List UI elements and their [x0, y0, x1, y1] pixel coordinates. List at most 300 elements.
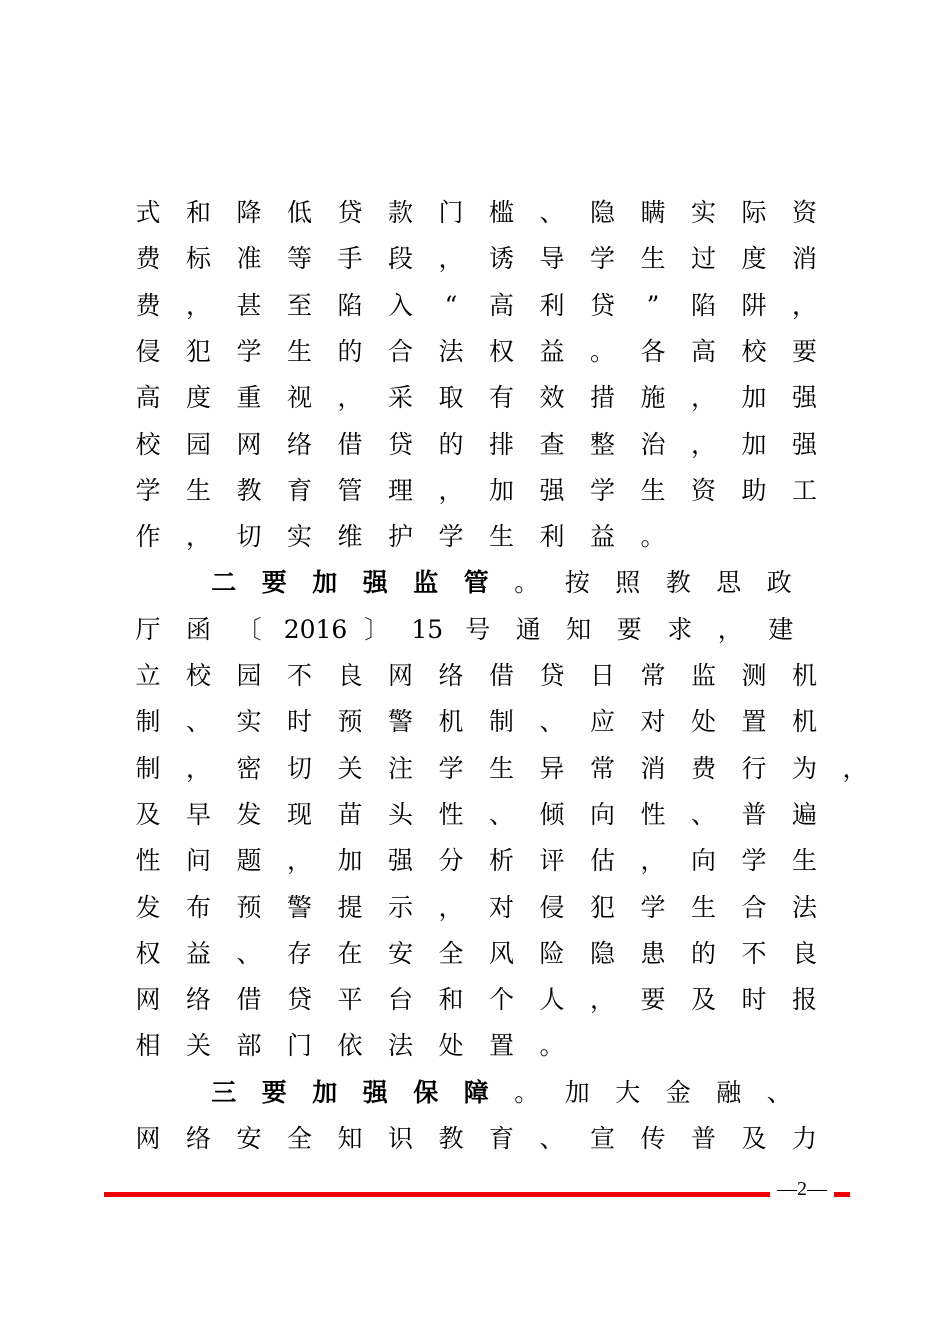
- glyph: 求: [667, 614, 693, 644]
- glyph: 网: [387, 661, 413, 690]
- glyph: 消: [791, 244, 817, 274]
- glyph: ，: [438, 244, 464, 274]
- glyph: 发: [135, 892, 161, 922]
- glyph: 强: [791, 429, 817, 459]
- glyph: 报: [791, 985, 817, 1015]
- glyph: 机: [438, 707, 464, 737]
- glyph: 合: [741, 892, 767, 922]
- glyph: 制: [135, 707, 161, 737]
- glyph: ，: [337, 383, 363, 413]
- glyph: 贷: [337, 198, 363, 227]
- glyph: 、: [766, 1077, 792, 1107]
- glyph: 借: [337, 429, 363, 459]
- glyph: 15: [411, 614, 444, 644]
- glyph: 教: [236, 475, 262, 505]
- glyph: 消: [640, 753, 666, 783]
- glyph: 度: [185, 383, 211, 413]
- glyph: 依: [337, 1031, 363, 1061]
- glyph: 照: [615, 568, 641, 598]
- glyph: ，: [842, 753, 868, 783]
- text-line: [128, 471, 818, 511]
- glyph: 权: [488, 336, 514, 366]
- glyph: 取: [438, 383, 464, 413]
- glyph: 警: [387, 707, 413, 737]
- glyph: 法: [791, 892, 817, 922]
- glyph: 管: [337, 475, 363, 505]
- glyph: 实: [236, 707, 262, 737]
- glyph: 。: [514, 1077, 540, 1107]
- glyph: 学: [236, 336, 262, 366]
- glyph: 良: [337, 661, 363, 690]
- glyph: 处: [690, 707, 716, 737]
- glyph: 式: [135, 198, 161, 227]
- glyph: 学: [741, 846, 767, 876]
- glyph: 识: [387, 1124, 413, 1153]
- glyph: 置: [741, 707, 767, 737]
- glyph: 问: [185, 846, 211, 876]
- glyph: 整: [589, 429, 615, 459]
- glyph: 号: [465, 614, 491, 644]
- glyph: 资: [690, 475, 716, 505]
- glyph: 测: [741, 661, 767, 690]
- glyph: 络: [286, 429, 312, 459]
- glyph: 和: [185, 198, 211, 227]
- footer-red-rule: [104, 1192, 850, 1197]
- glyph: 导: [539, 244, 565, 274]
- glyph: ，: [690, 383, 716, 413]
- glyph: 个: [488, 985, 514, 1015]
- glyph: 及: [690, 985, 716, 1015]
- glyph: 置: [488, 1031, 514, 1061]
- glyph: 切: [286, 753, 312, 783]
- glyph: 在: [337, 938, 363, 968]
- glyph: “: [444, 290, 458, 320]
- glyph: 学: [438, 522, 464, 552]
- glyph: 及: [741, 1124, 767, 1153]
- glyph: 、: [236, 938, 262, 968]
- glyph: 。: [539, 1031, 565, 1061]
- glyph: 校: [135, 429, 161, 459]
- text-line: [128, 332, 818, 372]
- text-line: [128, 1073, 818, 1113]
- glyph: 低: [286, 198, 312, 227]
- glyph: ，: [185, 290, 211, 320]
- glyph: 工: [791, 475, 817, 505]
- glyph: 知: [566, 614, 592, 644]
- glyph: 通: [515, 614, 541, 644]
- glyph: ，: [438, 892, 464, 922]
- glyph: 入: [387, 290, 413, 320]
- page-number: —2—: [770, 1177, 834, 1201]
- glyph: ，: [589, 985, 615, 1015]
- glyph: 至: [286, 290, 312, 320]
- text-line: [128, 980, 818, 1020]
- glyph: 准: [236, 244, 262, 274]
- glyph: ，: [286, 846, 312, 876]
- glyph: 监: [690, 661, 716, 690]
- glyph: 益: [185, 938, 211, 968]
- glyph: 估: [589, 846, 615, 876]
- glyph: 贷: [589, 290, 615, 320]
- glyph: 机: [791, 661, 817, 690]
- glyph: 借: [488, 661, 514, 690]
- glyph: 性: [135, 846, 161, 876]
- text-line: [128, 656, 818, 696]
- glyph: 普: [690, 1124, 716, 1153]
- glyph: 络: [185, 1124, 211, 1153]
- text-line: [128, 563, 818, 603]
- text-line: [128, 286, 818, 326]
- glyph: 知: [337, 1124, 363, 1153]
- glyph: 行: [741, 753, 767, 783]
- glyph: 头: [387, 799, 413, 829]
- glyph: 加: [312, 568, 338, 598]
- glyph: 甚: [236, 290, 262, 320]
- glyph: 作: [135, 522, 161, 552]
- glyph: 〔: [236, 614, 262, 644]
- glyph: 的: [337, 336, 363, 366]
- glyph: 强: [362, 568, 388, 598]
- text-line: [128, 193, 818, 233]
- glyph: 良: [791, 938, 817, 968]
- glyph: 时: [741, 985, 767, 1015]
- glyph: 有: [488, 383, 514, 413]
- glyph: 视: [286, 383, 312, 413]
- glyph: 育: [488, 1124, 514, 1153]
- glyph: 。: [514, 568, 540, 598]
- glyph: 借: [236, 985, 262, 1015]
- glyph: 不: [741, 938, 767, 968]
- glyph: 布: [185, 892, 211, 922]
- glyph: 强: [387, 846, 413, 876]
- glyph: 陷: [337, 290, 363, 320]
- glyph: 的: [438, 429, 464, 459]
- glyph: 理: [387, 475, 413, 505]
- text-line: [128, 888, 818, 928]
- glyph: 函: [185, 614, 211, 644]
- glyph: 金: [665, 1077, 691, 1107]
- glyph: 侵: [539, 892, 565, 922]
- glyph: 查: [539, 429, 565, 459]
- glyph: 、: [539, 707, 565, 737]
- glyph: 险: [539, 938, 565, 968]
- glyph: 倾: [539, 799, 565, 829]
- glyph: 效: [539, 383, 565, 413]
- glyph: 措: [589, 383, 615, 413]
- glyph: 要: [261, 1077, 287, 1107]
- glyph: 对: [488, 892, 514, 922]
- glyph: 、: [539, 198, 565, 227]
- glyph: 的: [690, 938, 716, 968]
- glyph: 风: [488, 938, 514, 968]
- glyph: 宣: [589, 1124, 615, 1153]
- glyph: 传: [640, 1124, 666, 1153]
- glyph: 要: [261, 568, 287, 598]
- text-line: [128, 517, 818, 557]
- glyph: 要: [791, 336, 817, 366]
- glyph: 按: [564, 568, 590, 598]
- glyph: 处: [438, 1031, 464, 1061]
- glyph: ，: [791, 290, 817, 320]
- glyph: 注: [387, 753, 413, 783]
- glyph: 助: [741, 475, 767, 505]
- glyph: 政: [766, 568, 792, 598]
- glyph: 学: [589, 475, 615, 505]
- glyph: 、: [539, 1124, 565, 1153]
- glyph: 费: [690, 753, 716, 783]
- glyph: 常: [640, 661, 666, 690]
- glyph: 法: [387, 1031, 413, 1061]
- glyph: 教: [438, 1124, 464, 1153]
- glyph: 保: [413, 1077, 439, 1107]
- glyph: 法: [438, 336, 464, 366]
- glyph: 普: [741, 799, 767, 829]
- glyph: 门: [438, 198, 464, 227]
- glyph: 园: [185, 429, 211, 459]
- glyph: 大: [615, 1077, 641, 1107]
- glyph: 思: [716, 568, 742, 598]
- glyph: 犯: [589, 892, 615, 922]
- glyph: 建: [768, 614, 794, 644]
- glyph: 施: [640, 383, 666, 413]
- glyph: 现: [286, 799, 312, 829]
- text-line: [128, 239, 818, 279]
- glyph: 警: [286, 892, 312, 922]
- glyph: 犯: [185, 336, 211, 366]
- glyph: 管: [463, 568, 489, 598]
- glyph: ，: [438, 475, 464, 505]
- glyph: 安: [236, 1124, 262, 1153]
- glyph: 关: [185, 1031, 211, 1061]
- glyph: 人: [539, 985, 565, 1015]
- glyph: 预: [236, 892, 262, 922]
- glyph: 评: [539, 846, 565, 876]
- glyph: ，: [690, 429, 716, 459]
- glyph: 常: [589, 753, 615, 783]
- glyph: 生: [791, 846, 817, 876]
- glyph: 教: [665, 568, 691, 598]
- glyph: 存: [286, 938, 312, 968]
- glyph: 贷: [539, 661, 565, 690]
- glyph: 密: [236, 753, 262, 783]
- glyph: 障: [463, 1077, 489, 1107]
- glyph: 费: [135, 244, 161, 274]
- glyph: ，: [185, 522, 211, 552]
- glyph: ，: [185, 753, 211, 783]
- glyph: 关: [337, 753, 363, 783]
- glyph: 、: [185, 707, 211, 737]
- glyph: 费: [135, 290, 161, 320]
- glyph: 护: [387, 522, 413, 552]
- glyph: 实: [286, 522, 312, 552]
- glyph: 手: [337, 244, 363, 274]
- glyph: 2016: [283, 614, 348, 644]
- glyph: 生: [640, 244, 666, 274]
- glyph: 相: [135, 1031, 161, 1061]
- glyph: 提: [337, 892, 363, 922]
- glyph: 平: [337, 985, 363, 1015]
- glyph: 制: [135, 753, 161, 783]
- glyph: 全: [438, 938, 464, 968]
- glyph: 益: [589, 522, 615, 552]
- glyph: 络: [438, 661, 464, 690]
- glyph: 强: [791, 383, 817, 413]
- text-line: [128, 841, 818, 881]
- glyph: 诱: [488, 244, 514, 274]
- glyph: 利: [539, 290, 565, 320]
- glyph: 育: [286, 475, 312, 505]
- glyph: 厅: [135, 614, 161, 644]
- glyph: 监: [413, 568, 439, 598]
- glyph: 贷: [286, 985, 312, 1015]
- glyph: 和: [438, 985, 464, 1015]
- glyph: 应: [589, 707, 615, 737]
- glyph: 对: [640, 707, 666, 737]
- glyph: 及: [135, 799, 161, 829]
- glyph: 、: [690, 799, 716, 829]
- glyph: 苗: [337, 799, 363, 829]
- glyph: 实: [690, 198, 716, 227]
- glyph: 、: [488, 799, 514, 829]
- glyph: 部: [236, 1031, 262, 1061]
- glyph: 安: [387, 938, 413, 968]
- glyph: 采: [387, 383, 413, 413]
- glyph: 学: [589, 244, 615, 274]
- glyph: ，: [640, 846, 666, 876]
- glyph: 遍: [791, 799, 817, 829]
- glyph: 陷: [690, 290, 716, 320]
- glyph: 向: [589, 799, 615, 829]
- glyph: 时: [286, 707, 312, 737]
- glyph: 学: [135, 475, 161, 505]
- glyph: 园: [236, 661, 262, 690]
- glyph: 加: [488, 475, 514, 505]
- text-line: [128, 610, 818, 650]
- glyph: ，: [717, 614, 743, 644]
- glyph: 切: [236, 522, 262, 552]
- glyph: 贷: [387, 429, 413, 459]
- glyph: 资: [791, 198, 817, 227]
- glyph: 阱: [741, 290, 767, 320]
- glyph: 隐: [589, 198, 615, 227]
- text-line: [128, 378, 818, 418]
- glyph: 生: [690, 892, 716, 922]
- glyph: 款: [387, 198, 413, 227]
- glyph: 生: [488, 753, 514, 783]
- glyph: 合: [387, 336, 413, 366]
- glyph: 重: [236, 383, 262, 413]
- text-line: [128, 702, 818, 742]
- glyph: 侵: [135, 336, 161, 366]
- glyph: 异: [539, 753, 565, 783]
- glyph: 校: [185, 661, 211, 690]
- glyph: 加: [312, 1077, 338, 1107]
- glyph: 性: [640, 799, 666, 829]
- glyph: 为: [791, 753, 817, 783]
- glyph: 标: [185, 244, 211, 274]
- glyph: 段: [387, 244, 413, 274]
- glyph: 学: [640, 892, 666, 922]
- glyph: 生: [488, 522, 514, 552]
- glyph: 权: [135, 938, 161, 968]
- glyph: 要: [640, 985, 666, 1015]
- glyph: 强: [539, 475, 565, 505]
- glyph: 分: [438, 846, 464, 876]
- glyph: 过: [690, 244, 716, 274]
- glyph: 二: [211, 568, 237, 598]
- glyph: 〕: [364, 614, 390, 644]
- glyph: 。: [589, 336, 615, 366]
- glyph: 析: [488, 846, 514, 876]
- glyph: 患: [640, 938, 666, 968]
- glyph: 预: [337, 707, 363, 737]
- glyph: 加: [564, 1077, 590, 1107]
- glyph: 高: [690, 336, 716, 366]
- glyph: 生: [185, 475, 211, 505]
- text-line: [128, 795, 818, 835]
- glyph: 立: [135, 661, 161, 690]
- glyph: 日: [589, 661, 615, 690]
- text-line: [128, 1119, 818, 1159]
- glyph: 强: [362, 1077, 388, 1107]
- glyph: 。: [640, 522, 666, 552]
- glyph: 加: [741, 429, 767, 459]
- glyph: 络: [185, 985, 211, 1015]
- glyph: 各: [640, 336, 666, 366]
- glyph: 高: [488, 290, 514, 320]
- text-line: [128, 749, 868, 789]
- glyph: 瞒: [640, 198, 666, 227]
- text-line: [128, 425, 818, 465]
- glyph: 门: [286, 1031, 312, 1061]
- glyph: 隐: [589, 938, 615, 968]
- glyph: 等: [286, 244, 312, 274]
- glyph: 度: [741, 244, 767, 274]
- glyph: 加: [337, 846, 363, 876]
- glyph: 力: [791, 1124, 817, 1153]
- glyph: 融: [716, 1077, 742, 1107]
- glyph: 生: [286, 336, 312, 366]
- glyph: 校: [741, 336, 767, 366]
- glyph: 网: [135, 1124, 161, 1153]
- glyph: 际: [741, 198, 767, 227]
- glyph: 机: [791, 707, 817, 737]
- glyph: 生: [640, 475, 666, 505]
- text-line: [128, 934, 818, 974]
- glyph: 向: [690, 846, 716, 876]
- glyph: 制: [488, 707, 514, 737]
- glyph: 三: [211, 1077, 237, 1107]
- glyph: 性: [438, 799, 464, 829]
- text-line: [128, 1026, 818, 1066]
- glyph: 不: [286, 661, 312, 690]
- glyph: 台: [387, 985, 413, 1015]
- glyph: 示: [387, 892, 413, 922]
- glyph: 题: [236, 846, 262, 876]
- glyph: 全: [286, 1124, 312, 1153]
- glyph: 利: [539, 522, 565, 552]
- glyph: 槛: [488, 198, 514, 227]
- glyph: 降: [236, 198, 262, 227]
- glyph: 治: [640, 429, 666, 459]
- glyph: 要: [616, 614, 642, 644]
- glyph: 学: [438, 753, 464, 783]
- glyph: 益: [539, 336, 565, 366]
- glyph: 排: [488, 429, 514, 459]
- glyph: 网: [236, 429, 262, 459]
- glyph: ”: [646, 290, 660, 320]
- glyph: 发: [236, 799, 262, 829]
